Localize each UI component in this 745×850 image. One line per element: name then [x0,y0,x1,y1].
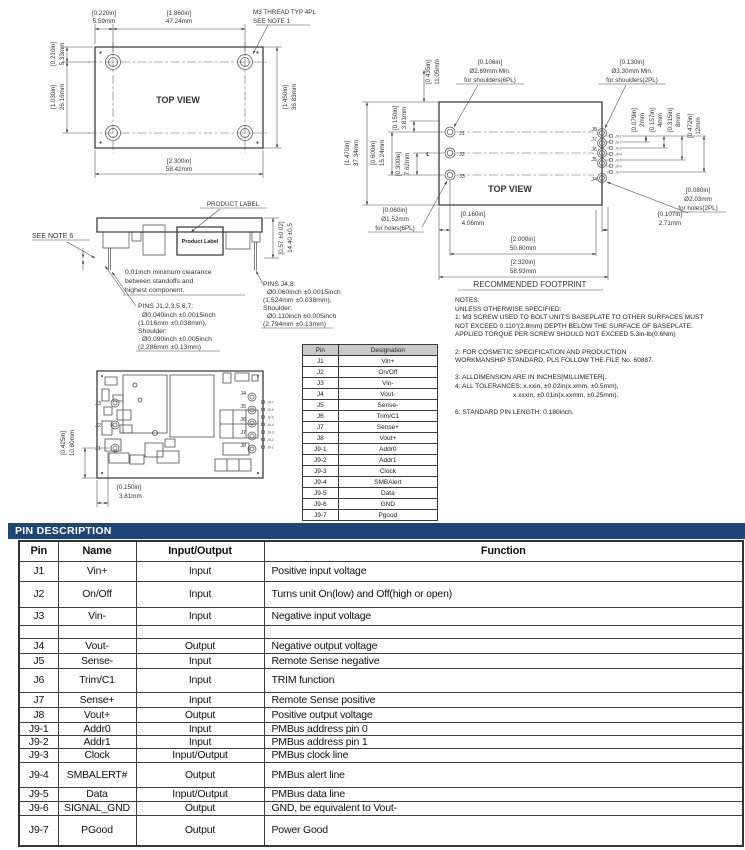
footprint-top-view-title: TOP VIEW [488,184,532,194]
dim-label: 14.40 ±0.5 [287,223,294,253]
table-row [19,722,743,735]
pin-cell: J9-2 [19,735,58,748]
table-header-row [19,541,743,561]
table-row [19,815,743,846]
pin-label: J8 [240,443,246,449]
dim-label: [2.300in] [166,158,192,165]
name-cell: Addr1 [58,735,136,748]
dim-label: [1.450in] [282,84,289,110]
note-line: APPLIED TORQUE PER SCREW SHOULD NOT EXCEED 5.3in-lb(0.6Nm) [455,331,676,339]
pin-label-small: J9-2 [267,437,274,442]
note-line: NOT EXCEED 0.110"(2.8mm) DEPTH BELOW THE SURFACE OF BASEPLATE. [455,322,693,330]
table-row [19,581,743,607]
pin-cell: J6 [303,411,339,422]
header-cell: Pin [19,541,58,561]
dim-label: 12mm [695,117,702,135]
pin-label: J1 [459,131,465,137]
pin-cell: J5 [303,400,339,411]
designation-cell: Clock [338,466,437,477]
io-cell: Output [136,815,264,846]
pin-label: J4 [240,391,246,397]
dimension-lines [362,70,726,290]
function-cell: PMBus clock line [264,748,743,762]
dim-label: [0.600in] [370,140,377,166]
io-cell: Output [136,707,264,722]
pin-label-small: J9-1 [267,445,274,450]
callout-text: Ø1.52mm [381,216,409,223]
footprint-drawing [340,40,745,302]
side-profile [97,218,262,270]
pin-cell: J8 [303,433,339,444]
designation-cell: On/Off [338,367,437,378]
centerline-symbol: ℄ [426,152,430,158]
pin-cell: J9-5 [303,488,339,499]
table-row [19,653,743,668]
table-row [303,499,438,510]
dim-label: [0.300in] [395,151,402,177]
name-cell: Trim/C1 [58,668,136,692]
designation-cell: Sense+ [338,422,437,433]
dim-label: 8mm [675,113,682,127]
recommended-footprint-caption: RECOMMENDED FOOTPRINT [473,280,587,289]
pin-label-small: J9-3 [615,146,622,151]
io-cell: Input [136,561,264,581]
table-row [19,692,743,707]
function-cell: Negative input voltage [264,607,743,625]
callout-text: Ø2.03mm [684,196,712,203]
dim-label: 7.62mm [404,152,411,176]
io-cell: Output [136,801,264,815]
function-cell: PMBus data line [264,787,743,801]
dim-label: 4.06mm [461,220,485,227]
clearance-note: between standoffs and [125,278,194,285]
function-cell: Remote Sense negative [264,653,743,668]
see-note-6-callout: SEE NOTE 6 [32,233,74,240]
io-cell: Output [136,638,264,653]
callout-text: [0.130in] [619,59,645,66]
dim-label: [0.57 ±0.02] [278,221,285,255]
pin-label: J6 [240,417,246,423]
pin-cell: J9-1 [19,722,58,735]
name-cell: Vin+ [58,561,136,581]
pin-label: J7 [591,137,597,143]
dim-label: [2.320in] [510,259,536,266]
dim-label: 26.16mm [59,83,66,111]
pins-large-note: PINS J4,8: [263,281,296,288]
pin-cell: J1 [303,356,339,367]
function-cell: Power Good [264,815,743,846]
function-cell: TRIM function [264,668,743,692]
function-cell: Positive output voltage [264,707,743,722]
clearance-note: 0.01inch minimum clearance [125,269,212,276]
pin-label-small: J9-3 [267,430,274,435]
pins-small-note: PINS J1,2,3,5,6,7: [138,303,194,310]
pin-label: J4 [591,177,597,183]
pin-cell: J2 [303,367,339,378]
table-row [303,455,438,466]
designation-cell: Trim/C1 [338,411,437,422]
table-row [19,607,743,625]
table-row [303,356,438,367]
dim-label: [2.000in] [510,236,536,243]
header-cell: Function [264,541,743,561]
side-view-drawing [5,196,341,358]
pin-cell: J9-6 [303,499,339,510]
pin-cell: J9-3 [303,466,339,477]
empty-cell [58,625,136,638]
name-cell: SIGNAL_GND [58,801,136,815]
table-row [303,444,438,455]
designation-cell: Addr0 [338,444,437,455]
pin-label-small: J9-7 [267,400,274,405]
pins-large-note: (1.524mm ±0.038mm), [263,297,332,304]
pin-label: J2 [95,423,101,429]
dim-label: [0.210in] [50,41,57,67]
callout-text: Ø3.30mm Min. [611,68,653,75]
pin-label: J7 [240,430,246,436]
pin-label: J1 [95,446,101,452]
dim-label: [0.150in] [117,484,142,491]
pin-cell: J8 [19,707,58,722]
dim-label: [0.435in] [425,59,432,85]
designation-cell: Addr1 [338,455,437,466]
pin-label: J8 [591,127,597,133]
note-line [455,340,745,349]
table-row [19,787,743,801]
pins-large-note: (2.794mm ±0.13mm) [263,321,327,328]
callout-text: [0.080in] [685,187,711,194]
name-cell: Sense- [58,653,136,668]
io-cell: Input [136,735,264,748]
pin-cell: J7 [19,692,58,707]
dim-label: 37.34mm [353,139,360,167]
pin-cell: J9-4 [303,477,339,488]
note-line: 6: STANDARD PIN LENGTH: 0.180inch. [455,408,574,416]
pins-small-note: Ø0.090inch ±0.005inch [142,336,212,343]
pin-label-small: J9-1 [615,134,622,139]
designation-cell: GND [338,499,437,510]
callout-text: for shoulders(2PL) [606,77,658,84]
designation-cell: Vin- [338,378,437,389]
dim-label: [0.160in] [460,211,486,218]
dim-label: [1.470in] [344,140,351,166]
footprint-pins-left [445,127,455,180]
pin-cell: J9-3 [19,748,58,762]
dim-label: 47.24mm [165,18,193,25]
pin-label: J6 [591,147,597,153]
dim-label: [0.079in] [631,107,638,133]
dim-label: [0.472in] [687,113,694,139]
pin-cell: J5 [19,653,58,668]
pin-cell: J3 [303,378,339,389]
note-line: 2: FOR COSMETIC SPECIFICATION AND PRODUCTION [455,348,627,356]
header-cell: Designation [338,345,437,356]
pin-cell: J4 [19,638,58,653]
dim-label: 50.80mm [509,245,537,252]
note-line: UNLESS OTHERWISE SPECIFIED: [455,305,562,313]
dim-label: 5.33mm [59,42,66,66]
name-cell: PGood [58,815,136,846]
callout-text: for holes(2PL) [678,205,718,212]
dim-label: 4mm [657,113,664,127]
header-cell: Pin [303,345,339,356]
callout-text: [0.106in] [477,59,503,66]
table-row [303,422,438,433]
name-cell: Vout- [58,638,136,653]
io-cell: Input [136,581,264,607]
pin-description-table [18,540,744,847]
clearance-note: highest component. [125,287,185,294]
empty-cell [136,625,264,638]
table-row [303,433,438,444]
empty-cell [264,625,743,638]
pin-label-small: J9-4 [615,152,622,157]
name-cell: Vin- [58,607,136,625]
pins-large-note: Ø0.110inch ±0.005inch [267,313,337,320]
pin-cell: J6 [19,668,58,692]
table-row [303,400,438,411]
pin-label-small: J9-6 [615,164,622,169]
bottom-view-drawing [5,355,315,523]
pin-cell: J7 [303,422,339,433]
pin-label-small: J9-7 [615,170,622,175]
io-cell: Input [136,722,264,735]
table-row [19,638,743,653]
pin-label: J5 [591,157,597,163]
see-note-1-callout: SEE NOTE 1 [253,18,291,25]
dim-label: 36.83mm [291,83,298,111]
table-row [303,466,438,477]
table-row [303,477,438,488]
pin-label: J3 [459,174,465,180]
pins-small-note: Ø0.040inch ±0.0015inch [142,312,216,319]
pin-label-small: J9-4 [267,422,274,427]
dim-label: 58.42mm [165,166,193,173]
designation-cell: Pgood [338,510,437,521]
function-cell: GND, be equivalent to Vout- [264,801,743,815]
callout-text: for holes(6PL) [375,225,415,232]
empty-cell [19,625,58,638]
table-row [303,389,438,400]
pin-label: J2 [459,152,465,158]
function-cell: Turns unit On(low) and Off(high or open) [264,581,743,607]
function-cell: Remote Sense positive [264,692,743,707]
function-cell: PMBus alert line [264,762,743,787]
dim-label: [1.030in] [50,84,57,110]
designation-cell: Sense- [338,400,437,411]
designation-cell: Vin+ [338,356,437,367]
io-cell: Input [136,607,264,625]
designation-cell: Data [338,488,437,499]
note-line: 3: ALLDIMENSION ARE IN INCHES[MILLIMETER]. [455,374,607,382]
io-cell: Input/Output [136,748,264,762]
pin-cell: J3 [19,607,58,625]
table-row [19,748,743,762]
table-row [19,561,743,581]
pin-description-title: PIN DESCRIPTION [15,525,112,537]
footprint-pins-right [598,129,613,183]
dim-label: [0.150in] [392,105,399,131]
pin-cell: J9-7 [19,815,58,846]
name-cell: Data [58,787,136,801]
dim-label: 2.71mm [658,220,682,227]
pin-label-small: J9-2 [615,140,622,145]
spacer-row [19,625,743,638]
dim-label: 15.24mm [379,139,386,167]
dim-label: [0.220in] [91,10,117,17]
note-line: x.xxxin, ±0.01in(x.xxmm, ±0.25mm). [513,391,619,399]
pin-cell: J9-1 [303,444,339,455]
table-row [19,735,743,748]
dim-label: 2mm [639,113,646,127]
pin-designation-table [302,344,438,521]
top-view-title: TOP VIEW [156,95,200,105]
function-cell: Positive input voltage [264,561,743,581]
name-cell: Sense+ [58,692,136,707]
dim-label: 3.81mm [401,106,408,130]
pin-cell: J9-4 [19,762,58,787]
name-cell: Addr0 [58,722,136,735]
note-line: WORKMANSHIP STANDARD, PLS FOLLOW THE FILE No. 60887. [455,357,654,365]
dim-label: 58.93mm [509,268,537,275]
dim-label: 5.59mm [92,18,116,25]
pins-small-note: Shoulder: [138,328,168,335]
dim-label: 11.05mm [434,59,441,85]
note-line: NOTES: [455,297,480,304]
pin-cell: J9-5 [19,787,58,801]
dim-label: [0.157in] [649,107,656,133]
note-line [455,400,745,409]
pin-cell: J1 [19,561,58,581]
function-cell: Negative output voltage [264,638,743,653]
io-cell: Input [136,653,264,668]
pcb-components [102,373,258,471]
pcb-outline [97,371,263,478]
table-row [19,668,743,692]
function-cell: PMBus address pin 0 [264,722,743,735]
pins-small-note: (1.016mm ±0.038mm), [138,320,207,327]
table-header-row [303,345,438,356]
io-cell: Input/Output [136,787,264,801]
name-cell: Clock [58,748,136,762]
io-cell: Input [136,692,264,707]
header-cell: Name [58,541,136,561]
pin-label-small: J9-6 [267,407,274,412]
pin-cell: J9-2 [303,455,339,466]
pin-cell: J2 [19,581,58,607]
dim-label: 10.80mm [69,429,76,457]
name-cell: On/Off [58,581,136,607]
table-row [303,367,438,378]
table-row [19,707,743,722]
pins-large-note: Shoulder: [263,305,293,312]
pin-label: J3 [95,401,101,407]
table-row [303,378,438,389]
dim-label: 3.81mm [119,493,142,500]
product-label-box: Product Label [181,239,219,245]
pin-label-small: J9-5 [267,415,274,420]
table-row [303,411,438,422]
pins-large-note: Ø0.060inch ±0.0015inch [267,289,341,296]
pin-description-header-bar [8,523,745,539]
top-view-drawing [10,4,365,196]
table-row [19,762,743,787]
note-line [455,366,745,375]
product-label-callout: PRODUCT LABEL [206,201,260,208]
pin-cell: J9-6 [19,801,58,815]
dim-label: [0.315in] [667,107,674,133]
header-cell: Input/Output [136,541,264,561]
pins-small-note: (2.286mm ±0.13mm) [138,344,202,351]
io-cell: Input [136,668,264,692]
designation-cell: Vout+ [338,433,437,444]
note-line: 1: M3 SCREW USED TO BOLT UNIT'S BASEPLATE TO OTHER SURFACES MUST [455,314,704,322]
designation-cell: SMBAlert [338,477,437,488]
pin-cell: J9-7 [303,510,339,521]
pin-label-small: J9-5 [615,158,622,163]
name-cell: SMBALERT# [58,762,136,787]
notes-block [455,297,745,417]
callout-text: Ø2.69mm Min. [469,68,511,75]
table-row [303,488,438,499]
table-row [303,510,438,521]
name-cell: Vout+ [58,707,136,722]
dim-label: [1.860in] [166,10,192,17]
io-cell: Output [136,762,264,787]
function-cell: PMBus address pin 1 [264,735,743,748]
note-line: 4: ALL TOLERANCES: x.xxin, ±0.02in(x.xmm, ±0.5mm), [455,382,619,390]
designation-cell: Vout- [338,389,437,400]
table-row [19,801,743,815]
callout-text: for shoulders(6PL) [464,77,516,84]
m3-thread-callout: M3 THREAD TYP 4PL [253,9,316,16]
pin-cell: J4 [303,389,339,400]
callout-text: [0.060in] [382,207,408,214]
dim-label: [0.425in] [60,430,67,456]
pin-label: J5 [240,404,246,410]
dim-label: [0.107in] [657,211,683,218]
